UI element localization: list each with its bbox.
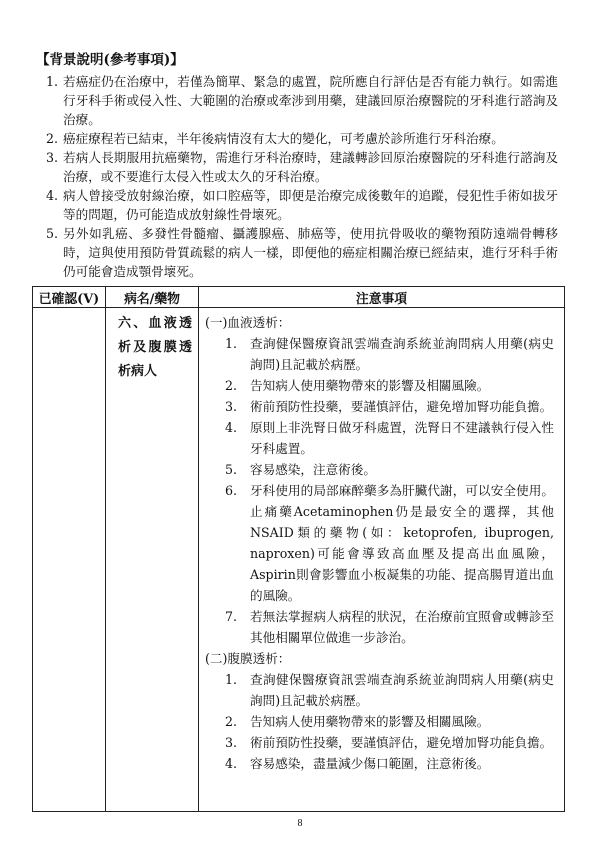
note-number: 1. [225,672,238,687]
disease-name: 六、血液透析及腹膜透析病人 [118,316,192,379]
item-text: 若病人長期服用抗癌藥物，需進行牙科治療時，建議轉診回原治療醫院的牙科進行諮詢及治療，或不要進行太侵入性或太久的牙科治療。 [63,150,558,184]
note-text: 容易感染，注意術後。 [250,462,376,477]
note-number: 3. [225,735,238,750]
note-number: 7. [225,609,238,624]
note-item [225,753,554,774]
note-text: 術前預防性投藥，要謹慎評估，避免增加腎功能負擔。 [250,735,553,750]
note-text: 若無法掌握病人病程的狀況，在治療前宜照會或轉診至其他相關單位做進一步診治。 [250,609,554,645]
item-number: 4. [46,188,59,203]
note-number: 6. [225,483,238,498]
note-text: 查詢健保醫療資訊雲端查詢系統並詢問病人用藥(病史詢問)且記載於病歷。 [250,672,554,708]
background-heading: 【背景說明(參考事項)】 [36,52,184,68]
note-text: 容易感染，盡量減少傷口範圍，注意術後。 [250,756,490,771]
item-text: 另外如乳癌、多發性骨髓瘤、攝護腺癌、肺癌等，使用抗骨吸收的藥物預防遠端骨轉移時，這與使用預防骨質疏鬆的病人一樣，即便他的癌症相關治療已經結束，進行牙科手術仍可能會造成顎骨壞死。 [63,226,558,279]
item-text: 病人曾接受放射線治療，如口腔癌等，即便是治療完成後數年的追蹤，侵犯性手術如拔牙等的問題，仍可能造成放射線性骨壞死。 [63,188,558,222]
note-text: 查詢健保醫療資訊雲端查詢系統並詢問病人用藥(病史詢問)且記載於病歷。 [250,336,554,372]
notes-cell [199,308,565,812]
note-number: 2. [225,378,238,393]
item-number: 3. [46,150,59,165]
note-item [225,480,554,606]
item-number: 2. [46,131,59,146]
page-number: 8 [297,818,303,829]
note-text: 原則上非洗腎日做牙科處置，洗腎日不建議執行侵入性牙科處置。 [250,420,554,456]
background-item [46,224,558,281]
note-number: 4. [225,756,238,771]
table-row [33,308,565,812]
note-number: 3. [225,399,238,414]
item-number: 5. [46,226,59,241]
note-text: 告知病人使用藥物帶來的影響及相關風險。 [250,714,490,729]
background-item [46,129,558,148]
notes-content [199,308,564,774]
note-item [225,732,554,753]
note-text: 術前預防性投藥，要謹慎評估，避免增加腎功能負擔。 [250,399,553,414]
item-text: 若癌症仍在治療中，若僅為簡單、緊急的處置，院所應自行評估是否有能力執行。如需進行牙科手術或侵入性、大範圍的治療或牽涉到用藥，建議回原治療醫院的牙科進行諮詢及治療。 [63,74,558,127]
table-header-row [33,287,565,308]
background-item [46,148,558,186]
note-item [225,333,554,375]
note-text: 告知病人使用藥物帶來的影響及相關風險。 [250,378,490,393]
note-item [225,375,554,396]
section-title-peritoneal: (二)腹膜透析： [205,651,291,666]
background-list [46,72,558,281]
note-number: 1. [225,336,238,351]
precautions-table [32,286,565,812]
note-item [225,711,554,732]
note-item [225,606,554,648]
header-confirmed: 已確認(V) [33,287,106,308]
background-item [46,186,558,224]
note-number: 2. [225,714,238,729]
disease-cell [106,308,199,812]
header-disease: 病名/藥物 [106,287,199,308]
note-item [225,417,554,459]
item-text: 癌症療程若已結束，半年後病情沒有太大的變化，可考慮於診所進行牙科治療。 [63,131,504,146]
section-title-hemodialysis: (一)血液透析： [205,315,291,330]
item-number: 1. [46,74,59,89]
note-item [225,459,554,480]
confirmed-cell[interactable] [33,308,106,812]
note-text: 牙科使用的局部麻醉藥多為肝臟代謝，可以安全使用。止痛藥Acetaminophen仍是最安全的選擇，其他NSAID類的藥物(如：ketoprofen, ibuprogen, naproxen)可能會導致高血壓及提高出血風險，Aspirin則會影響血小板凝集的功能、提高腸胃道出血的風險。 [250,483,554,603]
note-number: 4. [225,420,238,435]
header-notes: 注意事項 [199,287,565,308]
background-item [46,72,558,129]
note-number: 5. [225,462,238,477]
note-item [225,669,554,711]
note-item [225,396,554,417]
